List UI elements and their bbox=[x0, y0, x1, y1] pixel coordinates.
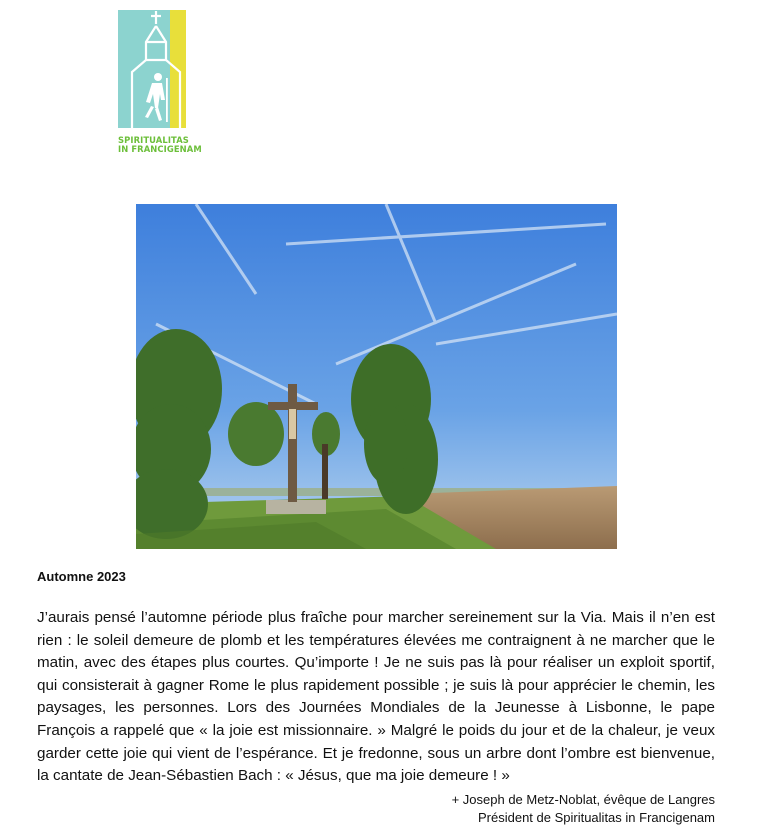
logo-teal-block bbox=[118, 10, 170, 128]
calvary-photo bbox=[136, 204, 617, 549]
logo-text-line1: SPIRITUALITAS bbox=[118, 135, 189, 145]
logo-text-line2: IN FRANCIGENAM bbox=[118, 144, 202, 154]
signature-line2: Président de Spiritualitas in Francigenam bbox=[477, 810, 715, 825]
body-paragraph: J’aurais pensé l’automne période plus fraîche pour marcher sereinement sur la Via. Mais il n’en est rien : le soleil demeure de plomb et les températures élevées me contraignent à ne marcher que le matin, avec des étapes plus courtes. Qu’importe ! Je ne suis pas là pour réaliser un exploit sportif, qui consisterait à gagner Rome le plus rapidement possible ; je suis là pour apprécier le chemin, les paysages, les personnes. Lors des Journées Mondiales de la Jeunesse à Lisbonne, le pape François a rappelé que « la joie est missionnaire. » Malgré le poids du jour et de la chaleur, je veux garder cette joie qui vient de l’espérance. Et je fredonne, sous un arbre dont l’ombre est bienvenue, la cantate de Jean-Sébastien Bach : « Jésus, que ma joie demeure ! » bbox=[37, 609, 715, 785]
signature-line1: + Joseph de Metz-Noblat, évêque de Langres bbox=[451, 792, 715, 807]
season-heading: Automne 2023 bbox=[37, 569, 126, 584]
spiritualitas-logo bbox=[118, 8, 188, 150]
